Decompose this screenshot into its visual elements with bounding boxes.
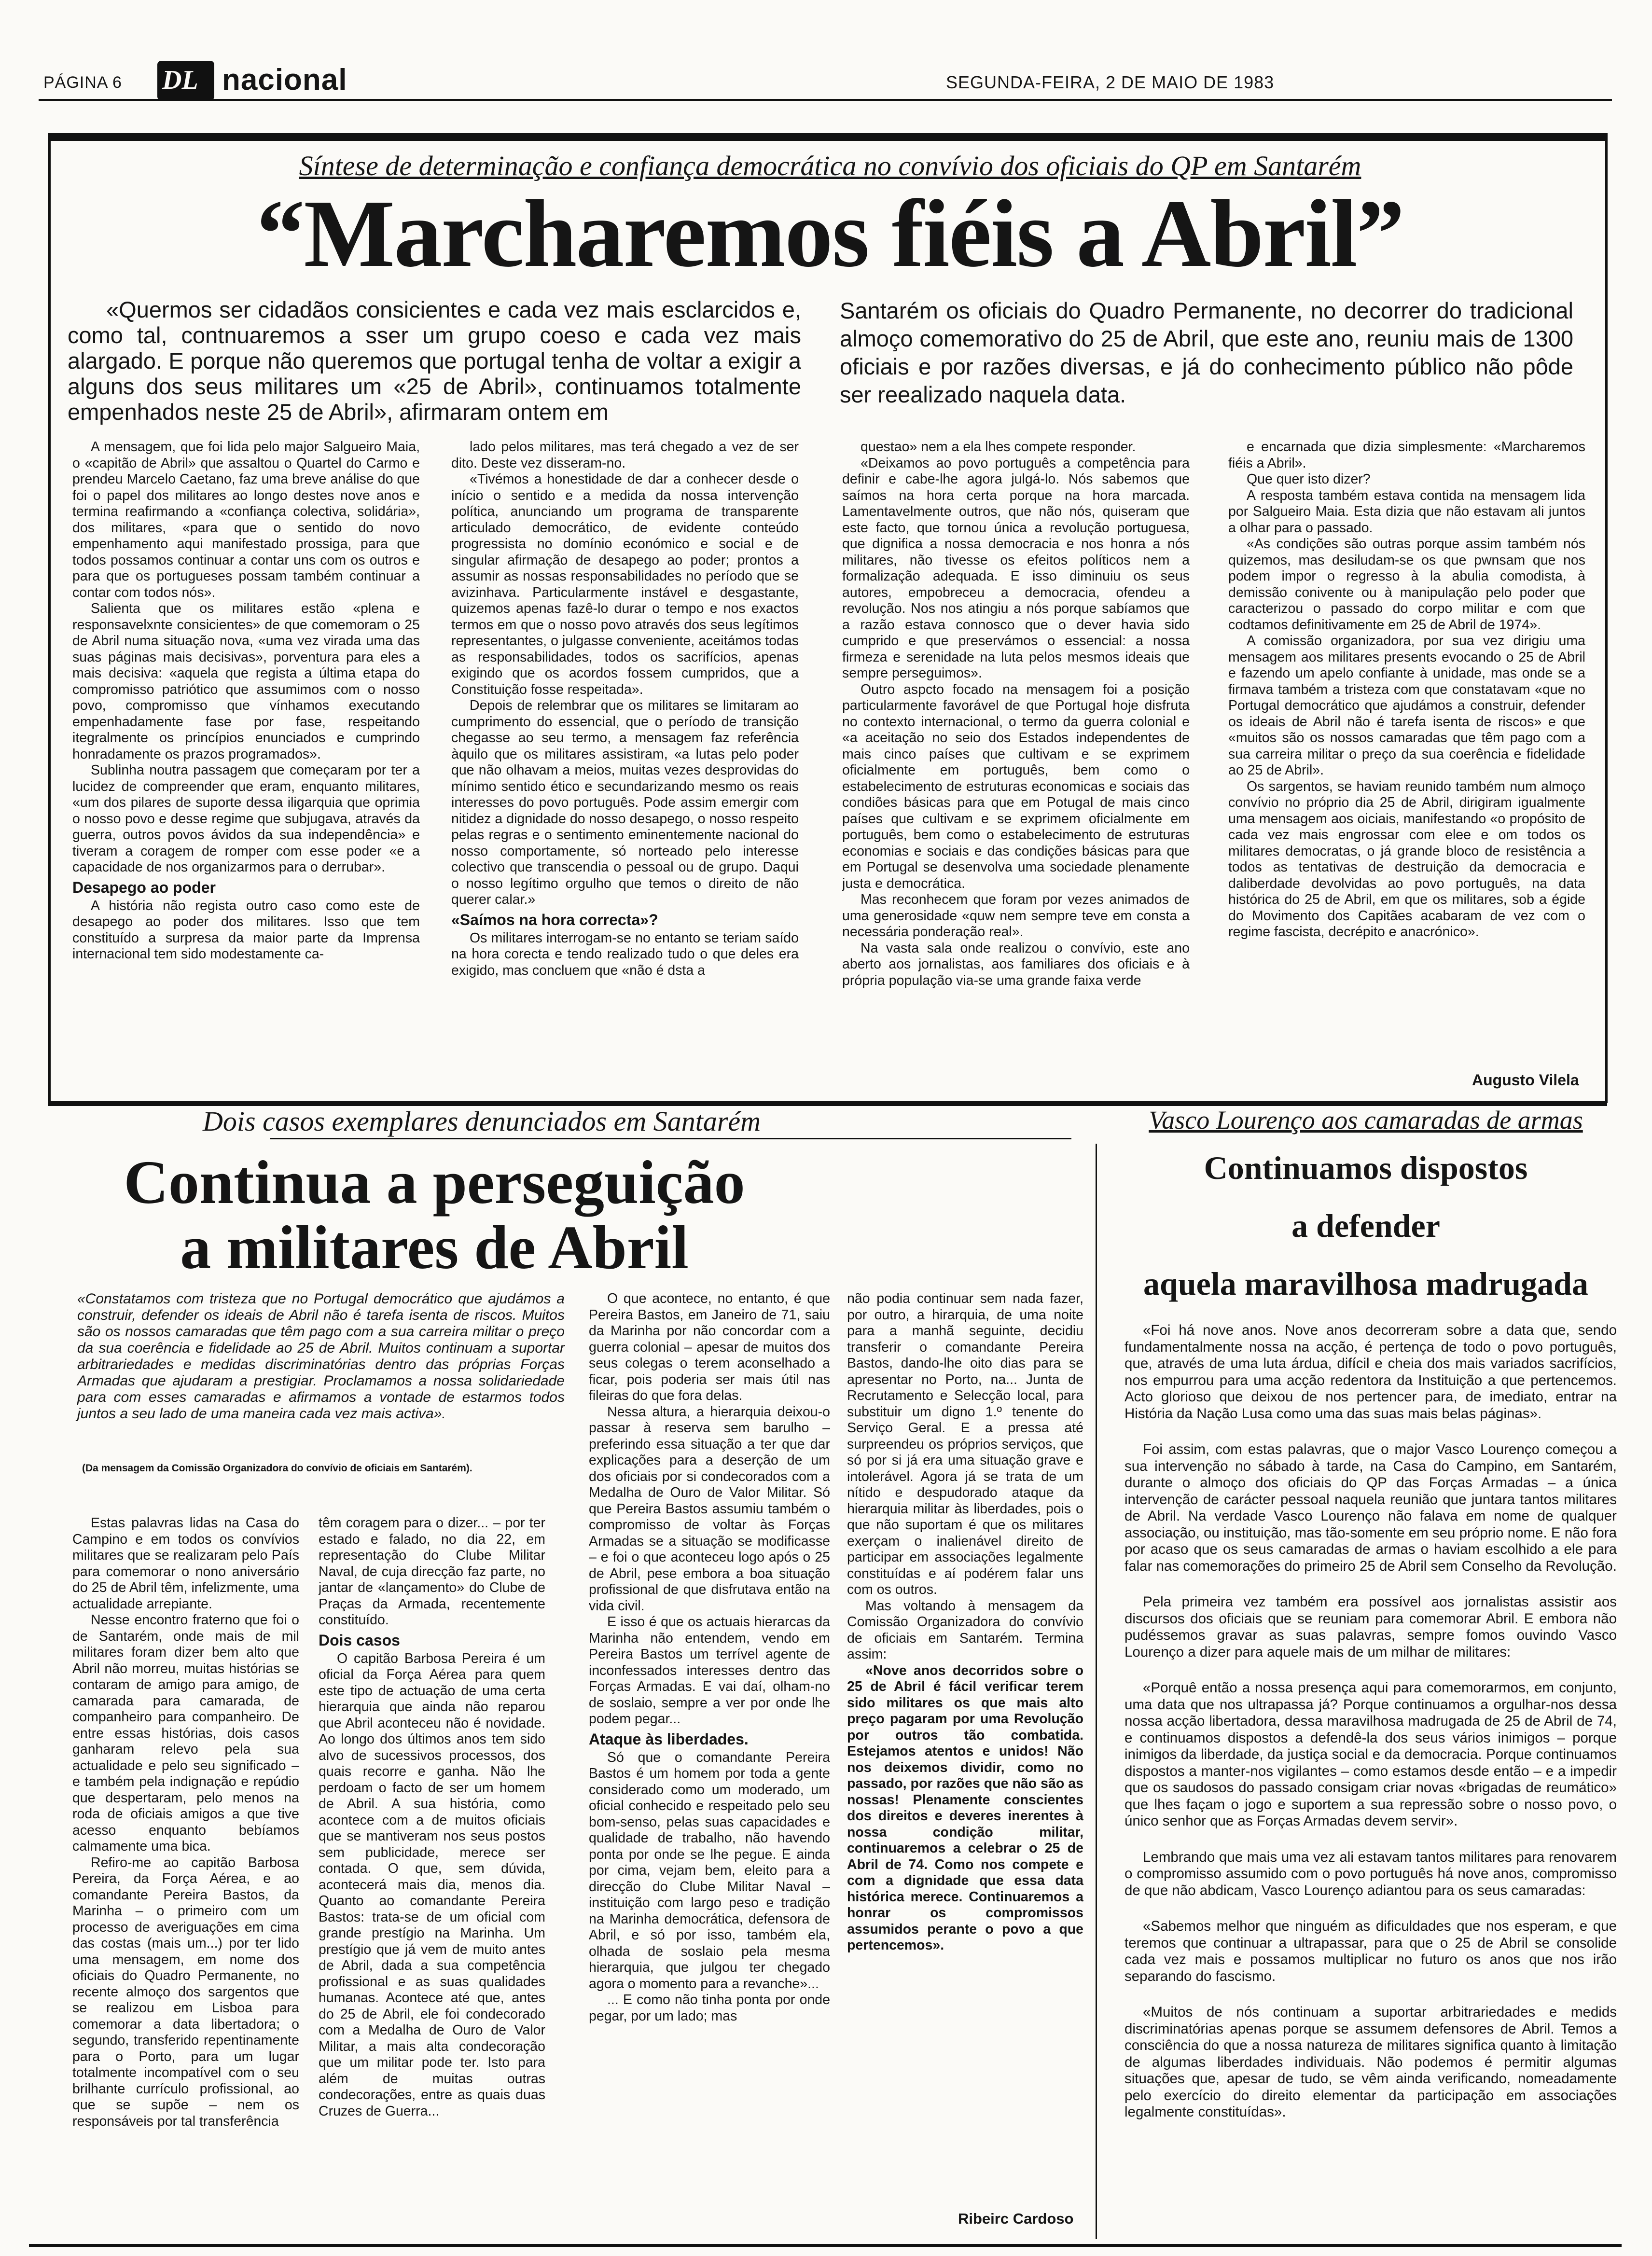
article2-quote-source: (Da mensagem da Comissão Organizadora do convívio de oficiais em Santarém). [82, 1463, 472, 1474]
paragraph: «Tivémos a honestidade de dar a conhecer desde o início o sentido e a medida da nossa intervenção política, anunciando um programa de transparente articulado democrático, de evidente conteúdo progressista no domínio económico e social e de singular afirmação de desapego ao poder; prontos a assumir as nossas responsabilidades no período que se avizinhava. Particularmente instável e desgastante, quizemos apenas fazê-lo durar o tempo e nos exactos termos em que o nosso povo através dos seus legítimos representantes, o julgasse conveniente, aceitámos todas as responsabilidades, todos os sacrifícios, apenas exigindo que os acordos fossem cumpridos, que a Constituição fosse respeitada». [451, 471, 799, 697]
paragraph: A história não regista outro caso como este de desapego ao poder dos militares. Isso que tem constituído a surpresa da maior parte da Imprensa internacional tem sido modestamente ca- [72, 898, 420, 962]
paragraph: Os militares interrogam-se no entanto se teriam saído na hora corecta e tendo realizado tudo o que deles era exigido, mas concluem que «não é dsta a [451, 930, 799, 978]
article2-column-d [847, 1291, 1083, 2217]
paragraph: Refiro-me ao capitão Barbosa Pereira, da Força Aérea, e ao comandante Pereira Bastos, da Marinha – o primeiro com um processo de averiguações em cima das costas (mais um...) por ter lido uma mensagem, em nome dos oficiais do Quadro Permanente, no recente almoço dos sargentos que se realizou em Lisboa para comemorar a data libertadora; o segundo, transferido repentinamente para o Porto, para um lugar totalmente incompatível com o seu brilhante currículo profissional, ao que se supõe – nem os responsáveis por tal transferência [72, 1855, 299, 2129]
article2-column-b [319, 1515, 545, 2249]
paragraph: Nessa altura, a hierarquia deixou-o passar à reserva sem barulho – preferindo essa situação a ter que dar explicações para a deserção de um dos oficiais por si condecorados com a Medalha de Ouro de Valor Militar. Só que Pereira Bastos assumiu também o compromisso de voltar às Forças Armadas se a situação se modificasse – e foi o que aconteceu logo após o 25 de Abril, pese embora a boa situação profissional de que disfrutava então na vida civil. [589, 1404, 830, 1614]
lead-kicker: Síntese de determinação e confiança democrática no convívio dos oficiais do QP em Santarém [299, 150, 1361, 181]
article3-body [1124, 1322, 1617, 2254]
paragraph: têm coragem para o dizer... – por ter estado e falado, no dia 22, em representação do Clube Militar Naval, de cuja direcção faz parte, no jantar de «lançamento» do Clube de Praças da Armada, recentemente constituído. [319, 1515, 545, 1628]
paragraph: «Muitos de nós continuam a suportar arbitrariedades e medids discriminatórias apenas porque se assumem defensores de Abril. Temos a consciência do que a nossa natureza de militares significa quanto à limitação de algumas liberdades individuais. Não podemos é permitir algumas situações que, apesar de tudo, se vêm ainda verificando, nomeadamente pelo exercício do direito elementar da participação em associações legalmente constituídas». [1124, 2004, 1617, 2120]
right-frame-rule [1605, 133, 1608, 1103]
lead-article [0, 111, 1652, 1100]
article3-kicker: Vasco Lourenço aos camaradas de armas [1149, 1106, 1583, 1135]
article-persecution [0, 1105, 1086, 2256]
paragraph: e encarnada que dizia simplesmente: «Marcharemos fiéis a Abril». [1228, 439, 1585, 471]
lead-column-2 [451, 439, 799, 1086]
paragraph: Nesse encontro fraterno que foi o de Santarém, onde mais de mil militares foram dizer bem alto que Abril não morreu, muitas histórias se contaram de amigo para amigo, de camarada para camarada, de companheiro para companheiro. De entre essas histórias, dois casos ganharam relevo pela sua actualidade e pelo seu significado – e também pela indignação e repúdio que despertaram, pelo menos na roda de oficiais amigos a que tive acesso enquanto bebíamos calmamente uma bica. [72, 1612, 299, 1854]
article-vasco-lourenco [1105, 1105, 1652, 2256]
subhead: Dois casos [319, 1631, 400, 1649]
section-name: nacional [222, 63, 347, 97]
paragraph: «Sabemos melhor que ninguém as dificuldades que nos esperam, e que teremos que continuar a ultrapassar, para que o 25 de Abril se consolide cada vez mais e possamos multiplicar no futuro os anos que nos irão separando do fascismo. [1124, 1918, 1617, 1984]
article2-headline-line2: a militares de Abril [180, 1213, 689, 1282]
lead-column-3 [842, 439, 1190, 1086]
top-thick-rule [48, 133, 1607, 141]
paragraph: Os sargentos, se haviam reunido também num almoço convívio no próprio dia 25 de Abril, dirigiram igualmente uma mensagem aos oiciais, manifestando «o propósito de cada vez mais engrossar com elee e om todos os militares democratas, o já grande bloco de resistência a todos as tentativas de destruição da democracia e daliberdade devolvidas ao povo português, na data histórica do 25 de Abril, em que os militares, sob a égide do Movimento dos Capitães acabaram de vez com o regime fascista, decrépito e anacrónico». [1228, 778, 1585, 940]
column-divider [1096, 1144, 1097, 2239]
lead-column-1 [72, 439, 420, 1086]
paragraph: «Porquê então a nossa presença aqui para comemorarmos, em conjunto, uma data que nos ultrapassa já? Porque continuamos a orgulhar-nos dessa nossa acção libertadora, dessa maravilhosa madrugada de 25 de Abril de 74, e continuamos dispostos a defendê-la dos seus vários inimigos – porque inimigos da liberdade, da justiça social e da democracia. Porque continuamos dispostos a manter-nos vigilantes – como estamos desde então – e a impedir que os saudosos do passado consigam criar novas «brigadas de reumático» que lhes façam o jogo e suportem a sua repressão sobre o nosso povo, o único senhor que as Forças Armadas devem servir». [1124, 1680, 1617, 1829]
kicker-underline [270, 1138, 1071, 1139]
paragraph: Estas palavras lidas na Casa do Campino e em todos os convívios militares que se realizaram pelo País para comemorar o nono aniversário do 25 de Abril têm, infelizmente, uma actualidade arrepiante. [72, 1515, 299, 1612]
masthead-rule [39, 99, 1612, 101]
lead-byline: Augusto Vilela [1472, 1071, 1579, 1089]
paragraph: Mas reconhecem que foram por vezes animados de uma generosidade «quw nem sempre teve em consta a necessária ponderação real». [842, 892, 1190, 940]
paragraph: não podia continuar sem nada fazer, por outro, a hirarquia, de uma noite para a manhã seguinte, decidiu transferir o comandante Pereira Bastos, dando-lhe oito dias para se apresentar no Porto, na... Junta de Recrutamento e Selecção local, para substituir um digno 1.º tenente do Serviço Geral. E a pressa até surpreendeu os próprios serviços, que só por si já era uma situação grave e intolerável. Agora já se trata de um nítido e despudorado ataque da hierarquia militar às liberdades, pois o que não suportam é que os militares exerçam o inalienável direito de participar em associações legalmente constituídas e aí podérem falar uns com os outros. [847, 1291, 1083, 1597]
article3-headline-line1: Continuamos dispostos [1204, 1149, 1528, 1186]
paragraph: A resposta também estava contida na mensagem lida por Salgueiro Maia. Esta dizia que não estavam ali juntos a olhar para o passado. [1228, 487, 1585, 536]
subhead: Ataque às liberdades. [589, 1730, 749, 1748]
page-bottom-rule [29, 2244, 1622, 2247]
paragraph: O que acontece, no entanto, é que Pereira Bastos, em Janeiro de 71, saiu da Marinha por não concordar com a guerra colonial – apesar de muitos dos seus colegas o terem aconselhado a ficar, pois poderia ser mais útil nas fileiras do que fora delas. [589, 1291, 830, 1403]
paragraph: O capitão Barbosa Pereira é um oficial da Força Aérea para quem este tipo de actuação de uma certa hierarquia que ainda não reparou que Abril aconteceu não é novidade. Ao longo dos últimos anos tem sido alvo de sucessivos processos, dos quais recorre e ganha. Não lhe perdoam o facto de ser um homem de Abril. A sua história, como acontece com a de muitos oficiais que se mantiveram nos seus postos sem publicidade, merece ser contada. O que, sem dúvida, acontecerá mais dia, menos dia. Quanto ao comandante Pereira Bastos: trata-se de um oficial com grande prestígio na Marinha. Um prestígio que já vem de muito antes de Abril, dada a sua competência profissional e as suas qualidades humanas. Acontece até que, antes do 25 de Abril, ele foi condecorado com a Medalha de Ouro de Valor Militar, a mais alta condecoração que um militar pode ter. Isto para além de muitas outras condecorações, entre as quais duas Cruzes de Guerra... [319, 1650, 545, 2119]
left-frame-rule [48, 133, 51, 1103]
article3-headline-line3: aquela maravilhosa madrugada [1143, 1265, 1588, 1302]
newspaper-logo: DL [157, 61, 214, 100]
paragraph: Foi assim, com estas palavras, que o major Vasco Lourenço começou a sua intervenção no sábado à tarde, na Casa do Campino, em Santarém, durante o almoço dos oficiais do QP das Forças Armadas – a única intervenção de carácter pessoal naquela reunião que juntara tantos militares de Abril. Na verdade Vasco Lourenço não falava em nome de qualquer associação, ou instituição, mas tão-somente em seu próprio nome. E não fora por acaso que os seus camaradas de armas o haviam escolhido a ele para falar nas comemorações do primeiro 25 de Abril sem Conselho da Revolução. [1124, 1441, 1617, 1574]
paragraph: Pela primeira vez também era possível aos jornalistas assistir aos discursos dos oficiais que se reuniam para comemorar Abril. E embora não pudéssemos gravar as suas palavras, sempre fomos ouvindo Vasco Lourenço a dizer para aquele mais de um milhar de militares: [1124, 1594, 1617, 1660]
article2-byline: Ribeirc Cardoso [958, 2210, 1074, 2227]
lead-intro-left: «Quermos ser cidadãos consicientes e cada vez mais esclarcidos e, como tal, contnuaremos a sser um grupo coeso e cada vez mais alargado. E porque não queremos que portugal tenha de voltar a exigir a alguns dos seus militares um «25 de Abril», continuamos totalmente empenhados neste 25 de Abril», afirmaram ontem em [68, 297, 801, 425]
article3-headline-line2: a defender [1291, 1207, 1440, 1244]
paragraph: Depois de relembrar que os militares se limitaram ao cumprimento do essencial, que o período de transição chegasse ao seu termo, a mensagem faz referência àquilo que os militares assistiram, «a lutas pelo poder que não olhavam a meios, muitas vezes desprovidas do mínimo sentido ético e secundarizando mesmo os reais interesses do povo português. Pode assim emergir com nitidez a dignidade do nosso desapego, o nosso respeito pelas regras e o sentimento eminentemente nacional do nosso comportamente, só norteado pelo interesse colectivo que transcendia o pessoal ou de grupo. Daqui o nosso legítimo orgulho que temos o direito de não querer calar.» [451, 698, 799, 907]
masthead [0, 0, 1652, 111]
paragraph: A mensagem, que foi lida pelo major Salgueiro Maia, o «capitão de Abril» que assaltou o Quartel do Carmo e prendeu Marcelo Caetano, faz uma breve análise do que foi o papel dos militares ao longo destes nove anos e termina reafirmando a «confiança colectiva, solidária», dos militares, «para que o sentido do novo empenhamento aqui manifestado prossiga, para que todos possamos continuar a contar uns com os outros e para que os portugueses possam também continuar a contar com todos nós». [72, 439, 420, 600]
lead-column-4 [1228, 439, 1585, 1052]
paragraph: ... E como não tinha ponta por onde pegar, por um lado; mas [589, 1992, 830, 2024]
page-number: PÁGINA 6 [43, 73, 122, 92]
article2-column-c [589, 1291, 830, 2249]
paragraph: «Nove anos decorridos sobre o 25 de Abril é fácil verificar terem sido militares os que mais alto preço pagaram por uma Revolução por outros tão combatida. Estejamos atentos e unidos! Não nos deixemos dividir, como no passado, por razões que não são as nossas! Plenamente conscientes dos direitos e deveres inerentes à nossa condição militar, continuaremos a celebrar o 25 de Abril de 74. Como nos compete e com a dignidade que essa data histórica merece. Continuaremos a honrar os compromissos assumidos perante o povo a que pertencemos». [847, 1662, 1083, 1953]
paragraph: Salienta que os militares estão «plena e responsavelxnte consicientes» de que comemoram o 25 de Abril numa situação nova, «uma vez virada uma das suas páginas mais decisivas», porventura para eles a mais decisiva: «aquela que regista a última etapa do compromisso patriótico que assumimos com o nosso povo, compromisso que vínhamos executando empenhadamente fase por fase, respeitando itegralmente os princípios enunciados e cumprindo honradamente os prazos programados». [72, 601, 420, 762]
paragraph: Sublinha noutra passagem que começaram por ter a lucidez de compreender que eram, enquanto militares, «um dos pilares de suporte dessa iligarquia que oprimia o nosso povo e desse regime que subjugava, através da guerra, outros povos ávidos da sua independência» e tiveram a coragem de romper com esse poder «e a capacidade de nos organizarmos para o derrubar». [72, 762, 420, 875]
subhead: «Saímos na hora correcta»? [451, 911, 658, 928]
paragraph: Mas voltando à mensagem da Comissão Organizadora do convívio de oficiais em Santarém. Termina assim: [847, 1598, 1083, 1662]
paragraph: «Deixamos ao povo português a competência para definir e cabe-lhe agora julgá-lo. Nós sabemos que saímos na hora certa porque na hora marcada. Lamentavelmente outros, que não nós, quiseram que este facto, que tornou única a revolução portuguesa, que dignifica a nossa democracia e nos honra a nós militares, não tivesse os efeitos políticos nem a formalização adequada. E isso diminuiu os seus autores, empobreceu a democracia, ofendeu a revolução. Nos nos atingiu a nós porque sabíamos que a razão estava connosco que o dever havia sido cumprido e que preservámos o essencial: a nossa firmeza e serenidade na luta pelos mesmos ideais que sempre perseguimos». [842, 455, 1190, 681]
paragraph: E isso é que os actuais hierarcas da Marinha não entendem, vendo em Pereira Bastos um terrível agente de inconfessados interesses dentro das Forças Armadas. E vai daí, olham-no de soslaio, sempre a ver por onde lhe podem pegar... [589, 1614, 830, 1727]
paragraph: Só que o comandante Pereira Bastos é um homem por toda a gente considerado como um moderado, um oficial conhecido e respeitado pelo seu bom-senso, pelas suas capacidades e qualidade de trabalho, não havendo ponta por onde se lhe pegue. E ainda por cima, vejam bem, eleito para a direcção do Clube Militar Naval – instituição com largo peso e tradição na Marinha democrática, defensora de Abril, e só por isso, também ela, olhada de soslaio pela mesma hierarquia, que julgou ter chegado agora o momento para a revanche»... [589, 1749, 830, 1992]
issue-date: SEGUNDA-FEIRA, 2 DE MAIO DE 1983 [946, 72, 1275, 92]
paragraph: questao» nem a ela lhes compete responder. [861, 439, 1136, 455]
paragraph: «Foi há nove anos. Nove anos decorreram sobre a data que, sendo fundamentalmente nossa na acção, é pertença de todo o povo português, que, através de uma luta árdua, difícil e cheia dos mais variados sacrifícios, nos empurrou para uma acção redentora da Instituição a que pertencemos. Acto glorioso que deixou de nos pertencer para, de imediato, entrar na História da Nação Lusa como uma das suas mais belas páginas». [1124, 1322, 1617, 1422]
paragraph: Que quer isto dizer? [1247, 471, 1371, 487]
article2-quote: «Constatamos com tristeza que no Portugal democrático que ajudámos a construir, defender os ideais de Abril não é tarefa isenta de riscos. Muitos são os nossos camaradas que têm pago com a sua carreira militar o preço da sua coerência e fidelidade ao 25 de Abril. Muitos continuam a suportar arbitrariedades e medidas discriminatórias dentro das próprias Forças Armadas que ajudaram a prestigiar. Proclamamos a nossa solidariedade para com esses camaradas e afirmamos a vontade de estarmos todos juntos a seu lado de uma maneira cada vez mais activa». [77, 1291, 565, 1422]
paragraph: «As condições são outras porque assim também nós quizemos, mas desiludam-se os que pwnsam que nos podem impor o regresso à la abulia comodista, à demissão conivente ou à manipulação pelo poder que caracterizou o passado do corpo militar e com que codtamos definitivamente em 25 de Abril de 1974». [1228, 536, 1585, 633]
article2-headline-line1: Continua a perseguição [124, 1148, 745, 1217]
paragraph: Na vasta sala onde realizou o convívio, este ano aberto aos jornalistas, aos familiares dos oficiais e à própria população via-se uma grande faixa verde [842, 940, 1190, 988]
article2-kicker: Dois casos exemplares denunciados em Santarém [203, 1106, 761, 1137]
paragraph: Outro aspcto focado na mensagem foi a posição particularmente favorável de que Portugal hoje disfruta no contexto internacional, o termo da guerra colonial e «a aceitação no seio dos Estados independentes de mais cinco países que cultivam e se exprimem oficialmente em português, bem como o estabelecimento de estruturas economicas e sociais das condiões básicas para que em Potugal de mais cinco países que cultivam e se exprimem oficialmente em português, bem como o estabelecimento de estruturas economias e sociais e das condições básicas para que em Portugal se desenvolva uma sociedade plenamente justa e democrática. [842, 681, 1190, 891]
paragraph: Lembrando que mais uma vez ali estavam tantos militares para renovarem o compromisso assumido com o povo português há nove anos, compromisso de que não abdicam, Vasco Lourenço adiantou para os seus camaradas: [1124, 1849, 1617, 1898]
paragraph: A comissão organizadora, por sua vez dirigiu uma mensagem aos militares presents evocando o 25 de Abril e fazendo um apelo confiante à unidade, mas onde se a firmava também a tristeza com que constatavam «que no Portugal democrático que ajudámos a construir, defender os ideais de Abril não é tarefa isenta de riscos» e que «muitos são os nossos camaradas que têm pago com a sua carreira militar o preço da sua coerência e fidelidade ao 25 de Abril». [1228, 633, 1585, 778]
lead-intro-right: Santarém os oficiais do Quadro Permanente, no decorrer do tradicional almoço comemorativo do 25 de Abril, que este ano, reuniu mais de 1300 oficiais e por razões diversas, e já do conhecimento público não pôde ser reealizado naquela data. [840, 298, 1573, 407]
lead-headline: “Marcharemos fiéis a Abril” [256, 180, 1404, 287]
subhead: Desapego ao poder [72, 878, 216, 896]
paragraph: lado pelos militares, mas terá chegado a vez de ser dito. Deste vez disseram-no. [451, 439, 799, 471]
article2-column-a [72, 1515, 299, 2249]
